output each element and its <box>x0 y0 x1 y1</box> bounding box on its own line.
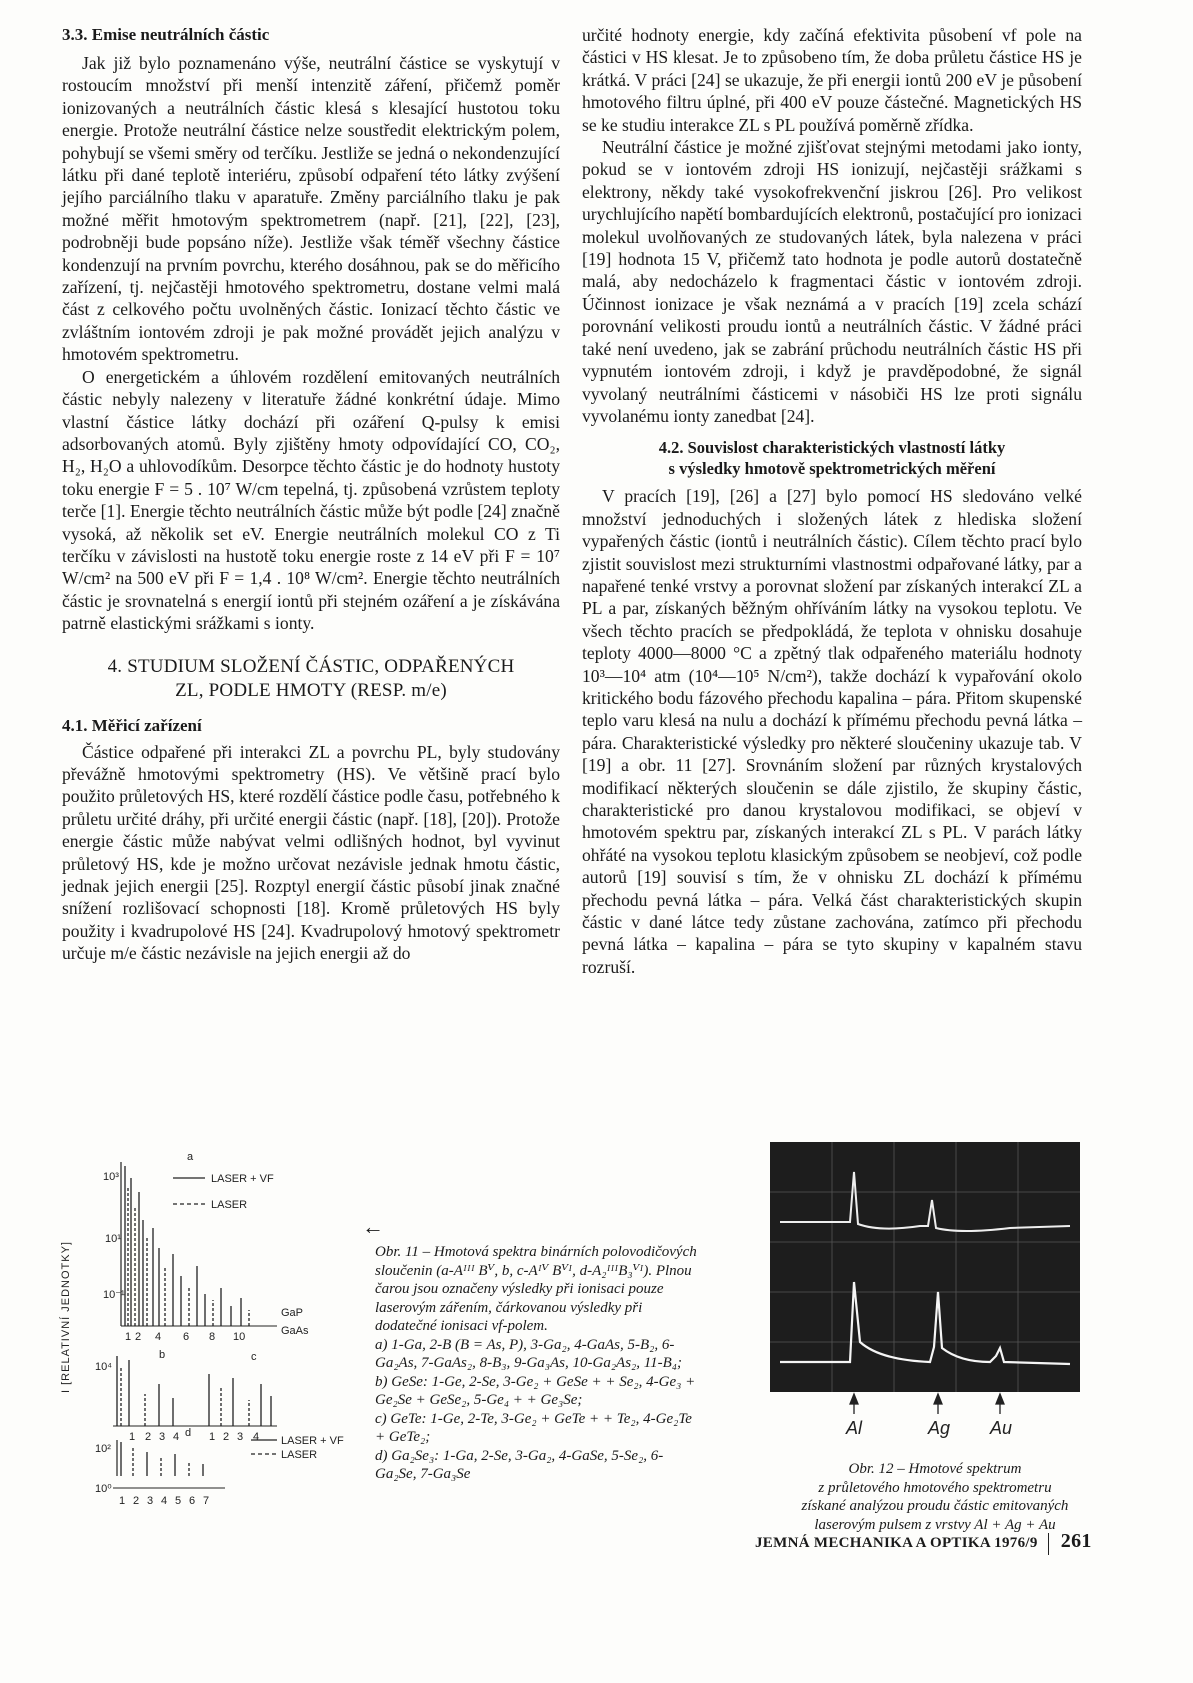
paragraph: určité hodnoty energie, kdy začíná efektivita působení vf pole na částici v HS klesat. Je to způsobeno tím, že doba průletu částice HS je krátká. V práci [24] se ukazuje, že při energii iontů 200 eV je působení hmotového filtru úplné, při 400 eV pouze částečné. Magnetických HS se ke studiu interakce ZL s PL používá poměrně zřídka. <box>582 25 1082 135</box>
svg-text:2: 2 <box>133 1495 140 1507</box>
figure-11-arrow: ← <box>362 1214 384 1239</box>
svg-text:10: 10 <box>233 1331 246 1343</box>
caption-line: Obr. 12 – Hmotové spektrum <box>848 1461 1022 1477</box>
peak-arrows <box>850 1394 1004 1414</box>
svg-text:1: 1 <box>129 1431 136 1443</box>
panel-d-xticks <box>119 1495 209 1507</box>
svg-text:7: 7 <box>203 1495 210 1507</box>
caption-paragraph: Obr. 11 – Hmotová spektra binárních polovodičových sloučenin (a-Aᴵᴵᴵ Bⱽ, b, c-Aᴵⱽ Bⱽᴵ, d-A₂ᴵᴵᴵB₃ⱽᴵ). Plnou čarou jsou označeny výsledky při ionisaci pouze laserovým zářením, čárkovanou výsledky při dodatečné ionisaci vf-polem. <box>375 1244 697 1334</box>
footer-divider <box>1048 1533 1049 1555</box>
svg-text:6: 6 <box>183 1331 190 1343</box>
svg-text:2: 2 <box>223 1431 230 1443</box>
paragraph: Neutrální částice je možné zjišťovat stejnými metodami jako ionty, pokud se v iontovém zdroji HS ionizují, nejčastěji srážkami s elektrony, někdy také vysokofrekvenční jiskrou [26]. Pro velikost urychlujícího napětí bombardujících elektronů, postačující pro ionizaci molekul uvolňovaných ze studovaných látek, byla nalezena v práci [19] hodnota 15 V, přičemž tato hodnota je podle autorů dostatečně malá, aby nedocházelo k fragmentaci částic v iontovém zdroji. Účinnost ionizace je však neznámá a v pracích [19] zcela schází porovnání velikosti proudu iontů a neutrálních částic. V žádné práci také není uvedeno, jak se zabrání průchodu neutrálních částic HS při vypnutém iontovém zdroji, i když je pravděpodobné, že signál vyvolaný neutrálními částicemi v násobiči HS lze proti signálu vyvolanému ionty zanedbat [24]. <box>582 137 1082 426</box>
chapter-heading-4 <box>62 655 560 703</box>
legend-solid-label: LASER + VF <box>211 1173 274 1185</box>
oscillogram-screen <box>770 1142 1080 1392</box>
peak-label-al: Al <box>846 1418 863 1438</box>
figure-12-oscillogram <box>770 1142 1090 1442</box>
paragraph: O energetickém a úhlovém rozdělení emitovaných neutrálních částic nebyly nalezeny v literatuře žádné konkrétní údaje. Mimo vlastní částice látky dochází při ozáření Q-pulsy k emisi adsorbovaných atomů. Byly zjištěny hmoty odpovídající CO, CO₂, H₂, H₂O a uhlovodíkům. Desorpce těchto částic je do hodnoty hustoty toku energie F = 5 . 10⁷ W/cm tepelná, tj. způsobená vzrůstem teploty terče [1]. Energie těchto neutrálních částic může být podle [24] značně vysoká, až několik set eV. Energie neutrálních molekul CO z Ti terčíku v závislosti na hustotě toku energie roste z 14 eV při F = 10⁷ W/cm² na 500 eV při F = 1,4 . 10⁸ W/cm². Energie těchto neutrálních částic je srovnatelná s energií iontů při stejném ozáření a je získávána patrně elastickými srážkami s ionty. <box>62 366 560 634</box>
svg-text:4: 4 <box>253 1431 260 1443</box>
left-column <box>62 24 560 965</box>
figure-11-caption <box>375 1243 700 1484</box>
page-footer <box>755 1530 1092 1555</box>
section-heading-4-2 <box>582 437 1082 479</box>
panel-d-ytick: 10⁰ <box>95 1483 112 1495</box>
panel-a-ytick: 10⁻¹ <box>103 1289 125 1301</box>
svg-text:2: 2 <box>135 1331 142 1343</box>
panel-c-label: c <box>251 1351 257 1363</box>
caption-paragraph: b) GeSe: 1-Ge, 2-Se, 3-Ge₂ + GeSe + + Se₂, 4-Ge₃ + Ge₂Se + GeSe₂, 5-Ge₄ + + Ge₃Se; <box>375 1373 696 1408</box>
series-label-gap: GaP <box>281 1307 304 1319</box>
panel-b-ytick: 10⁴ <box>95 1361 112 1373</box>
series-label-gaas: GaAs <box>281 1325 309 1337</box>
svg-text:4: 4 <box>173 1431 180 1443</box>
caption-paragraph: c) GeTe: 1-Ge, 2-Te, 3-Ge₂ + GeTe + + Te₂, 4-Ge₂Te + GeTe₂; <box>375 1410 692 1445</box>
panel-a-ytick: 10¹ <box>105 1233 121 1245</box>
svg-text:1: 1 <box>119 1495 126 1507</box>
panel-b-xticks <box>129 1431 179 1443</box>
svg-text:1: 1 <box>209 1431 216 1443</box>
svg-text:4: 4 <box>155 1331 162 1343</box>
svg-text:3: 3 <box>147 1495 154 1507</box>
figure-11-ylabel: I [RELATIVNÍ JEDNOTKY] <box>60 1241 72 1393</box>
panel-a-peaks <box>125 1166 249 1326</box>
figure-11-panel-d-axis <box>55 1478 255 1526</box>
panel-a-xticks <box>125 1331 245 1343</box>
panel-d-ytick: 10² <box>95 1443 111 1455</box>
right-column <box>582 24 1082 978</box>
svg-text:6: 6 <box>189 1495 196 1507</box>
panel-d-peaks <box>121 1442 203 1476</box>
page-number: 261 <box>1060 1530 1092 1552</box>
legend-dashed-label: LASER <box>211 1199 248 1211</box>
svg-text:8: 8 <box>209 1331 216 1343</box>
peak-label-ag: Ag <box>928 1418 951 1438</box>
panel-d-legend-dashed-label: LASER <box>281 1449 318 1461</box>
panel-d-legend-solid-label: LASER + VF <box>281 1435 344 1447</box>
section-heading-line: 4.2. Souvislost charakteristických vlastností látky <box>658 438 1006 458</box>
svg-text:1: 1 <box>125 1331 132 1343</box>
panel-d-label: d <box>185 1427 192 1439</box>
caption-paragraph: a) 1-Ga, 2-B (B = As, P), 3-Ga₂, 4-GaAs, 5-B₂, 6-Ga₂As, 7-GaAs₂, 8-B₃, 9-Ga₃As, 10-Ga₂As₂, 11-B₄; <box>375 1336 683 1371</box>
chapter-heading-line: ZL, PODLE HMOTY (RESP. m/e) <box>175 679 447 701</box>
caption-line: laserovým pulsem z vrstvy Al + Ag + Au <box>814 1516 1056 1533</box>
svg-text:4: 4 <box>161 1495 168 1507</box>
panel-b-label: b <box>159 1349 166 1361</box>
svg-text:3: 3 <box>159 1431 166 1443</box>
caption-paragraph: d) Ga₂Se₃: 1-Ga, 2-Se, 3-Ga₂, 4-GaSe, 5-Se₂, 6-Ga₂Se, 7-Ga₃Se <box>375 1447 664 1482</box>
journal-name: JEMNÁ MECHANIKA A OPTIKA 1976/9 <box>755 1535 1038 1551</box>
peak-label-au: Au <box>990 1418 1013 1438</box>
section-heading-4-1: 4.1. Měřicí zařízení <box>62 715 202 735</box>
figure-12-caption <box>775 1460 1095 1534</box>
paragraph: V pracích [19], [26] a [27] bylo pomocí HS sledováno velké množství jednoduchých i složených látek z hlediska složení vypařených částic (iontů i neutrálních částic). Cílem těchto prací bylo zjistit souvislost mezi strukturními vlastnostmi odpařované látky, par a napařené tenké vrstvy a porovnat složení par získaných interakcí ZL a PL a par, získaných běžným ohříváním látky na vysokou teplotu. Ve všech těchto pracích se předpokládá, že teplota v ohnisku dosahuje teploty 4000—8000 °C a zpětný tlak odpařeného materiálu hodnoty 10³—10⁴ atm (10⁴—10⁵ N/cm²), takže dochází k vypařování okolo kritického bodu fázového přechodu kapalina – pára. Přitom skupenské teplo varu klesá na nulu a dochází k přímému přechodu pevná látka – pára. Charakteristické výsledky pro některé sloučeniny ukazuje tab. V [19] a obr. 11 [27]. Srovnáním složení par různých krystalových modifikací některých sloučenin se dále zjistilo, že skupiny částic, charakteristické pro danou krystalovou modifikaci, se objeví v hmotovém spektru par, získaných interakcí ZL s PL. V parách látky ohřáté na vysokou teplotu klasickým způsobem se neobjeví, což podle autorů [19] souvisí s tím, že v ohnisku ZL dochází k přímému přechodu pevná látka – pára. Velká část charakteristických skupin částic v dané látce tedy zůstane zachována, zatímco při přechodu pevná látka – kapalina – pára se tyto skupiny v kapalném stavu rozruší. <box>582 486 1082 977</box>
panel-a-label: a <box>187 1151 194 1163</box>
svg-text:2: 2 <box>145 1431 152 1443</box>
chapter-heading-line: 4. STUDIUM SLOŽENÍ ČÁSTIC, ODPAŘENÝCH <box>107 655 515 677</box>
svg-text:5: 5 <box>175 1495 182 1507</box>
panel-bc-peaks <box>117 1356 271 1426</box>
section-heading-line: s výsledky hmotově spektrometrických měření <box>668 459 996 479</box>
panel-a-ytick: 10³ <box>103 1171 119 1183</box>
figure-11-spectra <box>55 1148 355 1488</box>
caption-line: získané analýzou proudu částic emitovaných <box>801 1498 1069 1514</box>
panel-c-xticks <box>209 1431 259 1443</box>
paragraph: Jak již bylo poznamenáno výše, neutrální částice se vyskytují v rostoucím množství při menší intenzitě záření, přičemž poměr ionizovaných a neutrálních částic klesá s klesající hustotou toku energie. Protože neutrální částice nelze soustředit elektrickým polem, pohybují se všemi směry od terčíku. Jestliže se jedná o nekondenzující látku při dané teplotě interiéru, způsobí odpaření této látky zvýšení jejího parciálního tlaku v aparatuře. Změny parciálního tlaku je pak možné měřit hmotovým spektrometrem (např. [21], [22], [23], podrobněji bude popsáno níže). Jestliže však téměř všechny částice kondenzují na prvním povrchu, kterého dosáhnou, pak se do měřicího zařízení, tj. nejčastěji hmotového spektrometru, dostane velmi malá část z celkového počtu uvolněných částic. Ionizací těchto částic ve zvláštním iontovém zdroji je pak možné provádět jejich analýzu v hmotovém spektrometru. <box>62 53 560 365</box>
caption-line: z průletového hmotového spektrometru <box>818 1479 1052 1496</box>
paragraph: Částice odpařené při interakci ZL a povrchu PL, byly studovány převážně hmotovými spektrometry (HS). Ve většině prací bylo použito průletových HS, které rozdělí částice podle času, potřebného k průletu určité dráhy, při určité energii částic (např. [18], [20]). Protože energie částic může nabývat velmi odlišných hodnot, byl vyvinut průletový HS, kde je možno určovat nezávisle jednak hmotu částic, jednak jejich energii [25]. Rozptyl energií částic působí jinak značné snížení rozlišovací schopnosti [18]. Kromě průletových HS byly použity i kvadrupolové HS [24]. Kvadrupolový hmotový spektrometr určuje m/e částic nezávisle na jejich energii až do <box>62 741 560 964</box>
svg-text:3: 3 <box>237 1431 244 1443</box>
section-heading-3-3: 3.3. Emise neutrálních částic <box>62 25 270 44</box>
